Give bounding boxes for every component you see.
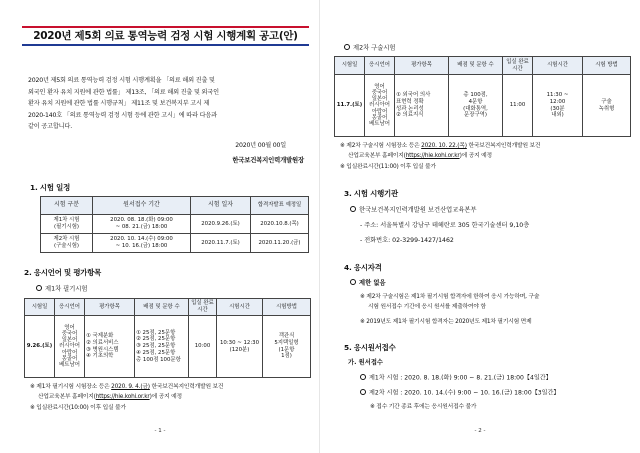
written-method: 객관식 5지택일형 (1문항 1점) <box>263 316 311 378</box>
circle-bullet-icon <box>350 279 356 285</box>
schedule-header: 합격자발표 예정일 <box>251 197 309 215</box>
intro-line: 외국인 환자 유치 지원에 관한 법률」 제13조, 「의료 해외 진출 및 외국인 <box>28 88 219 96</box>
written-eval-items: ① 국제분화 ② 의료서비스 ③ 병원시스템 ④ 기초의학 <box>85 316 135 378</box>
written-exam-subheading: 제1차 필기시험 <box>36 285 88 294</box>
schedule-header: 시험 일자 <box>191 197 251 215</box>
announcement-title-box <box>22 26 309 46</box>
page-2 <box>320 0 640 453</box>
second-exam-application-period: 제2차 시험 : 2020. 10. 14.(수) 9:00 ~ 10. 16.(금) 18:00【3일간】 <box>360 389 560 398</box>
exam-schedule-table <box>40 196 309 253</box>
schedule-result-date: 2020.10.8.(목) <box>251 215 309 234</box>
written-venue-note: ※ 제1차 필기시험 시험장소 등은 2020. 9. 4.(금) 한국보건복지인력개발원 보건 산업교육본부 홈페이지(https://hie.kohi.or.kr)에 공지 예정 <box>30 384 224 400</box>
announcement-title: 2020년 제5회 의료 통역능력 검정 시험 시행계획 공고(안) <box>33 30 298 42</box>
oral-header: 시험 방법 <box>583 57 631 75</box>
written-header: 입실 완료시간 <box>189 299 217 316</box>
oral-entry-time: 11:00 <box>503 75 533 137</box>
agency-address: - 주소: 서울특별시 강남구 테헤란로 305 한국기술센터 9,10층 <box>360 222 530 229</box>
table-row <box>41 215 309 234</box>
oral-notice-date: 2020. 10. 22.(목) <box>421 143 467 149</box>
circle-bullet-icon <box>36 285 42 291</box>
schedule-period: 2020. 10. 14.(수) 09:00 ~ 10. 16.(금) 18:00 <box>93 234 191 253</box>
schedule-exam-type: 제2차 시험 (구술시험) <box>41 234 93 253</box>
oral-eval-items: ① 외국어 의사 표현력 정확 성과 논리성 ② 의료지식 <box>395 75 449 137</box>
circle-bullet-icon <box>360 389 366 395</box>
hie-homepage-link[interactable]: https://hie.kohi.or.kr <box>95 394 150 400</box>
agency-phone: - 전화번호: 02-3299-1427/1462 <box>360 237 454 244</box>
announcement-date: 2020년 00월 00일 <box>235 142 286 149</box>
written-exam-table <box>24 298 311 378</box>
intro-line: 2020-140호 「의료 통역능력 검정 시험 등에 관한 고시」에 따라 다음과 <box>28 111 217 119</box>
exemption-note: ※ 2019년도 제1차 필기시험 합격자는 2020년도 제1차 필기시험 면제 <box>360 319 532 325</box>
written-points: ① 25점, 25문항 ② 25점, 25문항 ③ 25점, 25문항 ④ 25점, 25문항 총 100점 100문항 <box>135 316 189 378</box>
schedule-exam-type: 제1차 시험 (필기시험) <box>41 215 93 234</box>
hie-homepage-link[interactable]: https://hie.kohi.or.kr <box>405 153 460 159</box>
page-number: - 1 - <box>154 428 166 434</box>
schedule-header: 시험 구분 <box>41 197 93 215</box>
written-header: 시험일 <box>25 299 55 316</box>
schedule-period: 2020. 08. 18.(화) 09:00 ~ 08. 21.(금) 18:00 <box>93 215 191 234</box>
section-5-heading: 5. 응시원서접수 <box>344 343 396 352</box>
written-exam-time: 10:30 ~ 12:30 (120분) <box>217 316 263 378</box>
title-top-rule <box>22 26 309 28</box>
written-entry-time: 10:00 <box>189 316 217 378</box>
eligibility-subheading: 제한 없음 <box>350 279 386 288</box>
oral-header: 시험시간 <box>533 57 583 75</box>
schedule-exam-date: 2020.11.7.(토) <box>191 234 251 253</box>
schedule-exam-date: 2020.9.26.(토) <box>191 215 251 234</box>
table-row <box>25 316 311 378</box>
oral-points: 총 100점, 4문항 (대화통역, 문장구역) <box>449 75 503 137</box>
section-3-heading: 3. 시험 시행기관 <box>344 189 398 198</box>
eligibility-note: ※ 제2차 구술시험은 제1차 필기시험 합격자에 한하여 응시 가능하며, 구술 시험 원서접수 기간에 응시 원서를 제출하여야 함 <box>360 294 540 310</box>
application-deadline-note: ※ 접수 기간 종료 후에는 응시원서접수 불가 <box>370 404 477 410</box>
title-bottom-rule <box>22 44 309 46</box>
oral-venue-note: ※ 제2차 구술시험 시험장소 등은 2020. 10. 22.(목) 한국보건복지인력개발원 보건 산업교육본부 홈페이지(https://hie.kohi.or.kr)에 공지 예정 <box>340 143 541 159</box>
oral-exam-time: 11:30 ~ 12:00 (30분 내외) <box>533 75 583 137</box>
oral-languages: 영어 중국어 일본어 러시아어 아랍어 몽골어 베트남어 <box>365 75 395 137</box>
written-header: 배점 및 문항 수 <box>135 299 189 316</box>
oral-header: 시험일 <box>335 57 365 75</box>
issuing-organization: 한국보건복지인력개발원장 <box>232 156 304 164</box>
written-header: 응시언어 <box>55 299 85 316</box>
intro-paragraph <box>28 75 304 164</box>
intro-line: 2020년 제5회 의료 통역능력 검정 시험 시행계획을 「의료 해외 진출 및 <box>28 77 215 84</box>
written-exam-date: 9.26.(토) <box>25 316 55 378</box>
section-1-heading: 1. 시험 일정 <box>30 183 71 192</box>
circle-bullet-icon <box>344 44 350 50</box>
oral-exam-subheading: 제2차 구술시험 <box>344 44 396 53</box>
section-2-heading: 2. 응시언어 및 평가항목 <box>24 268 102 277</box>
oral-header: 입실 완료시간 <box>503 57 533 75</box>
table-row <box>335 75 631 137</box>
application-subheading: 가. 원서접수 <box>348 359 383 366</box>
schedule-result-date: 2020.11.20.(금) <box>251 234 309 253</box>
table-row <box>41 234 309 253</box>
intro-line: 같이 공고합니다. <box>28 123 72 130</box>
oral-entry-note: ※ 입실완료시간(11:00) 이후 입실 불가 <box>340 164 436 170</box>
oral-header: 응시언어 <box>365 57 395 75</box>
circle-bullet-icon <box>360 374 366 380</box>
page-number: - 2 - <box>474 428 486 434</box>
written-header: 평가항목 <box>85 299 135 316</box>
written-header: 시험시간 <box>217 299 263 316</box>
written-notice-date: 2020. 9. 4.(금) <box>111 384 150 390</box>
oral-header: 배점 및 문항 수 <box>449 57 503 75</box>
written-entry-note: ※ 입실완료시간(10:00) 이후 입실 불가 <box>30 405 126 411</box>
exam-agency: 한국보건복지인력개발원 보건산업교육본부 <box>350 206 477 215</box>
first-exam-application-period: 제1차 시험 : 2020. 8. 18.(화) 9:00 ~ 8. 21.(금) 18:00【4일간】 <box>360 374 552 383</box>
oral-exam-date: 11.7.(토) <box>335 75 365 137</box>
section-4-heading: 4. 응시자격 <box>344 263 382 272</box>
oral-exam-table <box>334 56 631 137</box>
written-languages: 영어 중국어 일본어 러시아어 아랍어 몽골어 베트남어 <box>55 316 85 378</box>
written-header: 시험방법 <box>263 299 311 316</box>
oral-method: 구술 녹취형 <box>583 75 631 137</box>
intro-line: 환자 유치 지원에 관한 법률 시행규칙」 제11조 및 보건복지부 고시 제 <box>28 100 210 107</box>
circle-bullet-icon <box>350 206 356 212</box>
schedule-header: 원서접수 기간 <box>93 197 191 215</box>
oral-header: 평가항목 <box>395 57 449 75</box>
